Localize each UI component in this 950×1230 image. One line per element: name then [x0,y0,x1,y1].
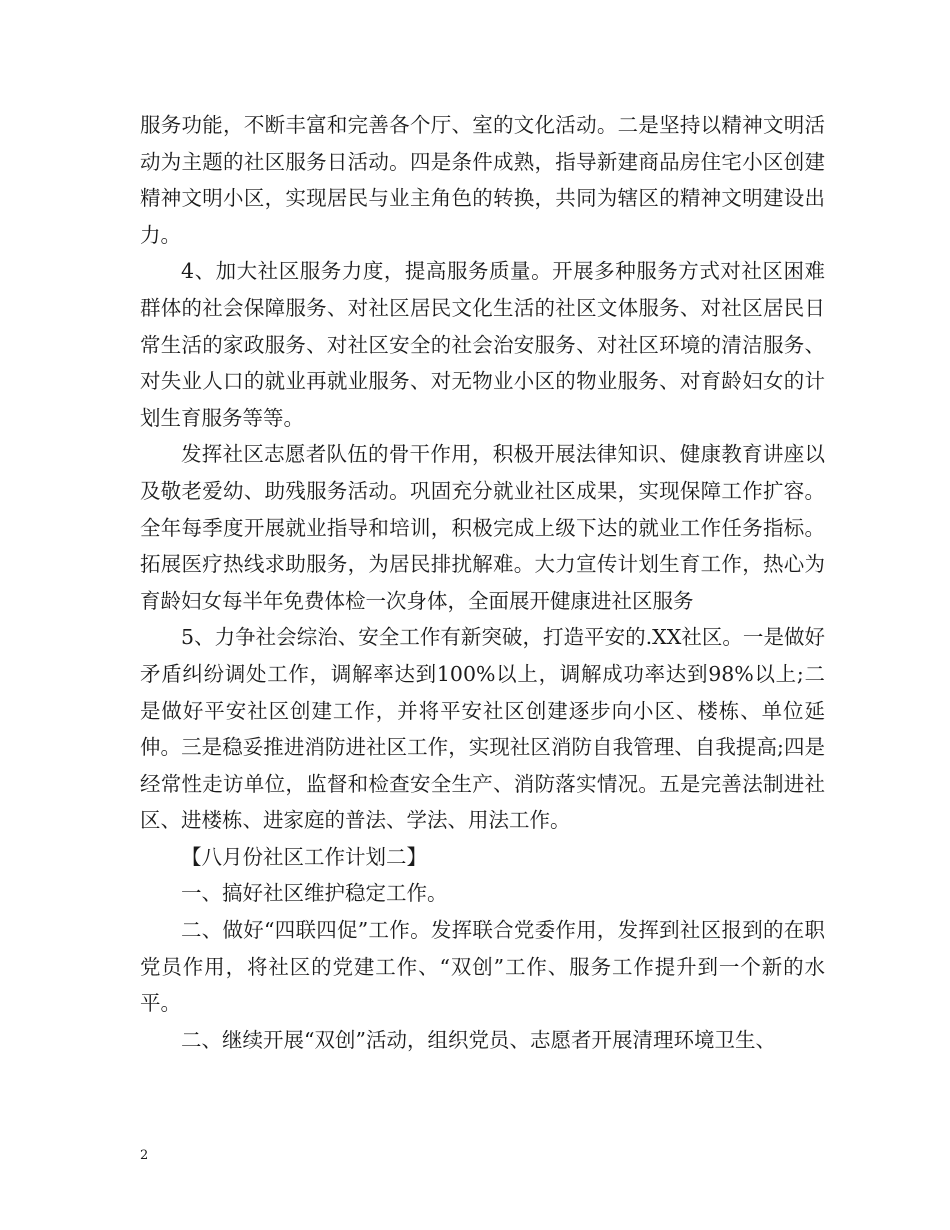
paragraph-service-strength: 4、加大社区服务力度，提高服务质量。开展多种服务方式对社区困难群体的社会保障服务、对社区居民文化生活的社区文体服务、对社区居民日常生活的家政服务、对社区安全的社会治安服务、对社区环境的清洁服务、对失业人口的就业再就业服务、对无物业小区的物业服务、对育龄妇女的计划生育服务等等。 [140,259,825,430]
section-heading-plan-two: 【八月份社区工作计划二】 [181,844,427,869]
document-body [140,107,825,1058]
paragraph-stability: 一、搞好社区维护稳定工作。 [181,881,448,906]
paragraph-continuation: 服务功能，不断丰富和完善各个厅、室的文化活动。二是坚持以精神文明活动为主题的社区服务日活动。四是条件成熟，指导新建商品房住宅小区创建精神文明小区，实现居民与业主角色的转换，共同为辖区的精神文明建设出力。 [140,113,825,247]
paragraph-safety: 5、力争社会综治、安全工作有新突破，打造平安的.XX社区。一是做好矛盾纠纷调处工作，调解率达到100%以上，调解成功率达到98%以上;二是做好平安社区创建工作，并将平安社区创建逐步向小区、楼栋、单位延伸。三是稳妥推进消防进社区工作，实现社区消防自我管理、自我提高;四是经常性走访单位，监督和检查安全生产、消防落实情况。五是完善法制进社区、进楼栋、进家庭的普法、学法、用法工作。 [140,625,825,833]
paragraph-volunteers: 发挥社区志愿者队伍的骨干作用，积极开展法律知识、健康教育讲座以及敬老爱幼、助残服务活动。巩固充分就业社区成果，实现保障工作扩容。全年每季度开展就业指导和培训，积极完成上级下达的就业工作任务指标。拓展医疗热线求助服务，为居民排扰解难。大力宣传计划生育工作，热心为育龄妇女每半年免费体检一次身体，全面展开健康进社区服务 [140,442,825,613]
page-number: 2 [140,1148,149,1163]
paragraph-double-creation: 二、继续开展“双创”活动，组织党员、志愿者开展清理环境卫生、 [181,1027,776,1052]
paragraph-four-links: 二、做好“四联四促”工作。发挥联合党委作用，发挥到社区报到的在职党员作用，将社区的党建工作、“双创”工作、服务工作提升到一个新的水平。 [140,918,825,1016]
